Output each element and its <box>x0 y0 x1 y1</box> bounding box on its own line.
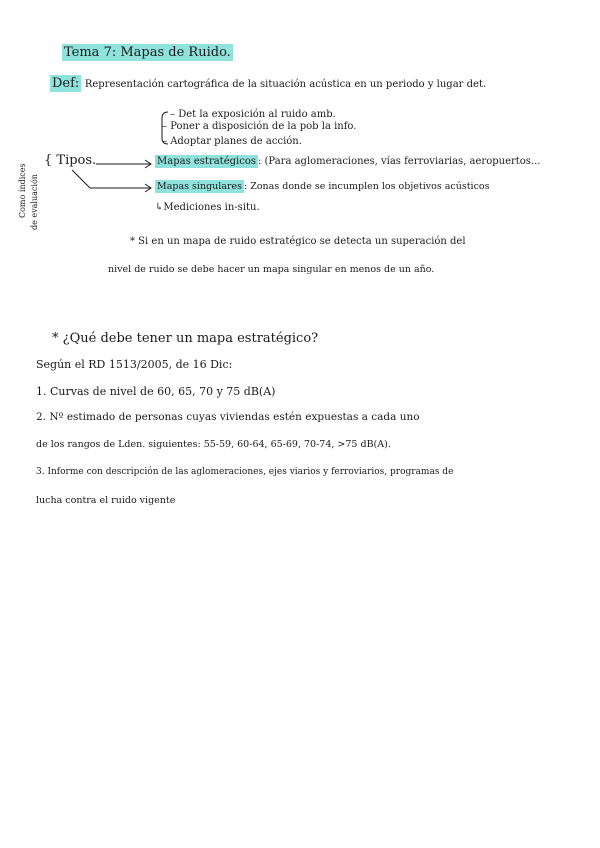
tipo-estrategico-desc: : (Para aglomeraciones, vías ferroviarias, aeropuertos... <box>257 156 541 167</box>
tipos-label: { Tipos. <box>44 153 97 168</box>
arrow-to-estrategico-icon <box>96 160 151 168</box>
use-item-1: – Det la exposición al ruido amb. <box>170 109 336 120</box>
tipo-estrategico-name: Mapas estratégicos <box>157 156 256 167</box>
side-note-2: de evaluación <box>30 174 39 230</box>
answer-point-3a: 3. Informe con descripción de las aglomeraciones, ejes viarios y ferroviarios, programas de <box>36 467 454 477</box>
tipo-singular-name: Mapas singulares <box>157 181 243 192</box>
side-note-1: Como índices <box>18 163 27 218</box>
note-line-1: * Si en un mapa de ruido estratégico se detecta un superación del <box>130 236 466 247</box>
def-text: Representación cartográfica de la situación acústica en un periodo y lugar det. <box>84 79 487 90</box>
use-item-3: – Adoptar planes de acción. <box>162 136 302 147</box>
use-item-2: – Poner a disposición de la pob la info. <box>162 121 357 132</box>
answer-intro: Según el RD 1513/2005, de 16 Dic: <box>36 358 233 371</box>
tipo-mediciones-text: Mediciones in-situ. <box>163 202 260 213</box>
note-line-2: nivel de ruido se debe hacer un mapa singular en menos de un año. <box>108 264 435 275</box>
answer-point-3b: lucha contra el ruido vigente <box>36 495 176 506</box>
arrow-icon: ↳ <box>155 202 164 213</box>
question-heading: * ¿Qué debe tener un mapa estratégico? <box>52 331 319 346</box>
answer-point-1: 1. Curvas de nivel de 60, 65, 70 y 75 dB(A) <box>36 385 276 398</box>
answer-point-2b: de los rangos de Lden. siguientes: 55-59, 60-64, 65-69, 70-74, >75 dB(A). <box>36 439 391 450</box>
bracket-icon <box>162 112 168 144</box>
arrow-to-singular-icon <box>72 170 151 192</box>
tipo-singular-desc: : Zonas donde se incumplen los objetivos acústicos <box>244 181 490 192</box>
answer-point-2a: 2. Nº estimado de personas cuyas viviendas estén expuestas a cada uno <box>36 411 420 423</box>
title-highlight: Tema 7: Mapas de Ruido. <box>64 45 231 60</box>
def-label: Def: <box>52 76 80 91</box>
